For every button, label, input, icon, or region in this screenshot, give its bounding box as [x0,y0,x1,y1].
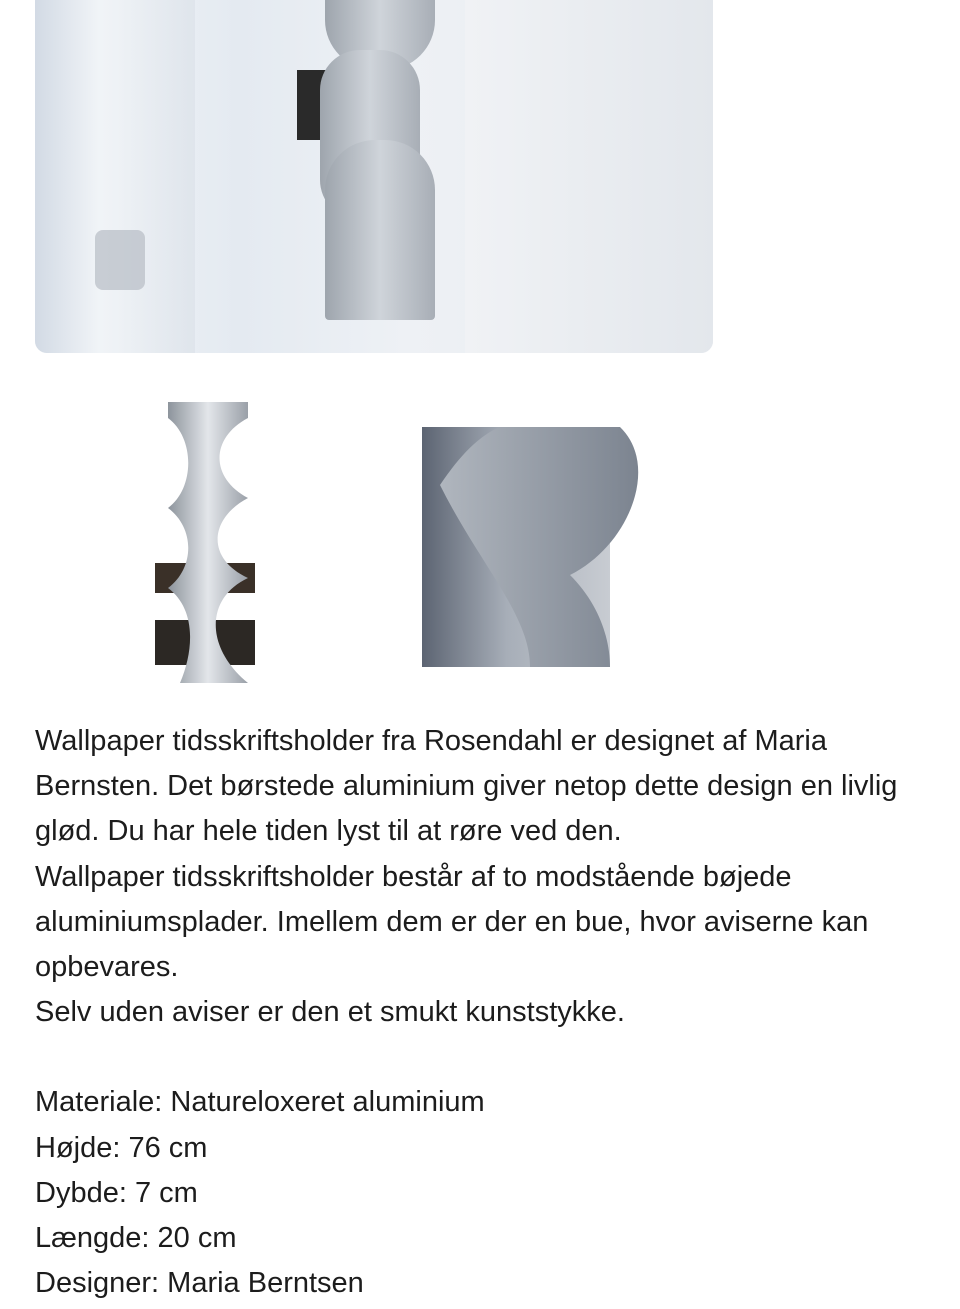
description-paragraph: Wallpaper tidsskriftsholder består af to modstående bøjede aluminiumsplader. Imellem dem er der en bue, hvor aviserne kan opbevares. [35,860,869,984]
holder-plate [325,140,435,320]
product-description [35,719,935,1306]
description-paragraph: Wallpaper tidsskriftsholder fra Rosendahl er designet af Maria Bernsten. Det børstede aluminium giver netop dette design en livlig glød. Du har hele tiden lyst til at røre ved den. [35,725,898,848]
spec-depth: Dybde: 7 cm [35,1176,198,1209]
product-main-image[interactable] [35,0,713,353]
wall-background [465,0,713,353]
window-background [35,0,195,353]
product-thumbnail-detail[interactable] [420,425,646,668]
product-thumbnail-front[interactable] [150,398,265,690]
description-paragraph: Selv uden aviser er den et smukt kunststykke. [35,996,625,1029]
spec-height: Højde: 76 cm [35,1131,208,1164]
wall-hook [95,230,145,290]
spec-designer: Designer: Maria Berntsen [35,1267,364,1300]
spec-length: Længde: 20 cm [35,1222,237,1255]
spec-material: Materiale: Natureloxeret aluminium [35,1086,485,1119]
